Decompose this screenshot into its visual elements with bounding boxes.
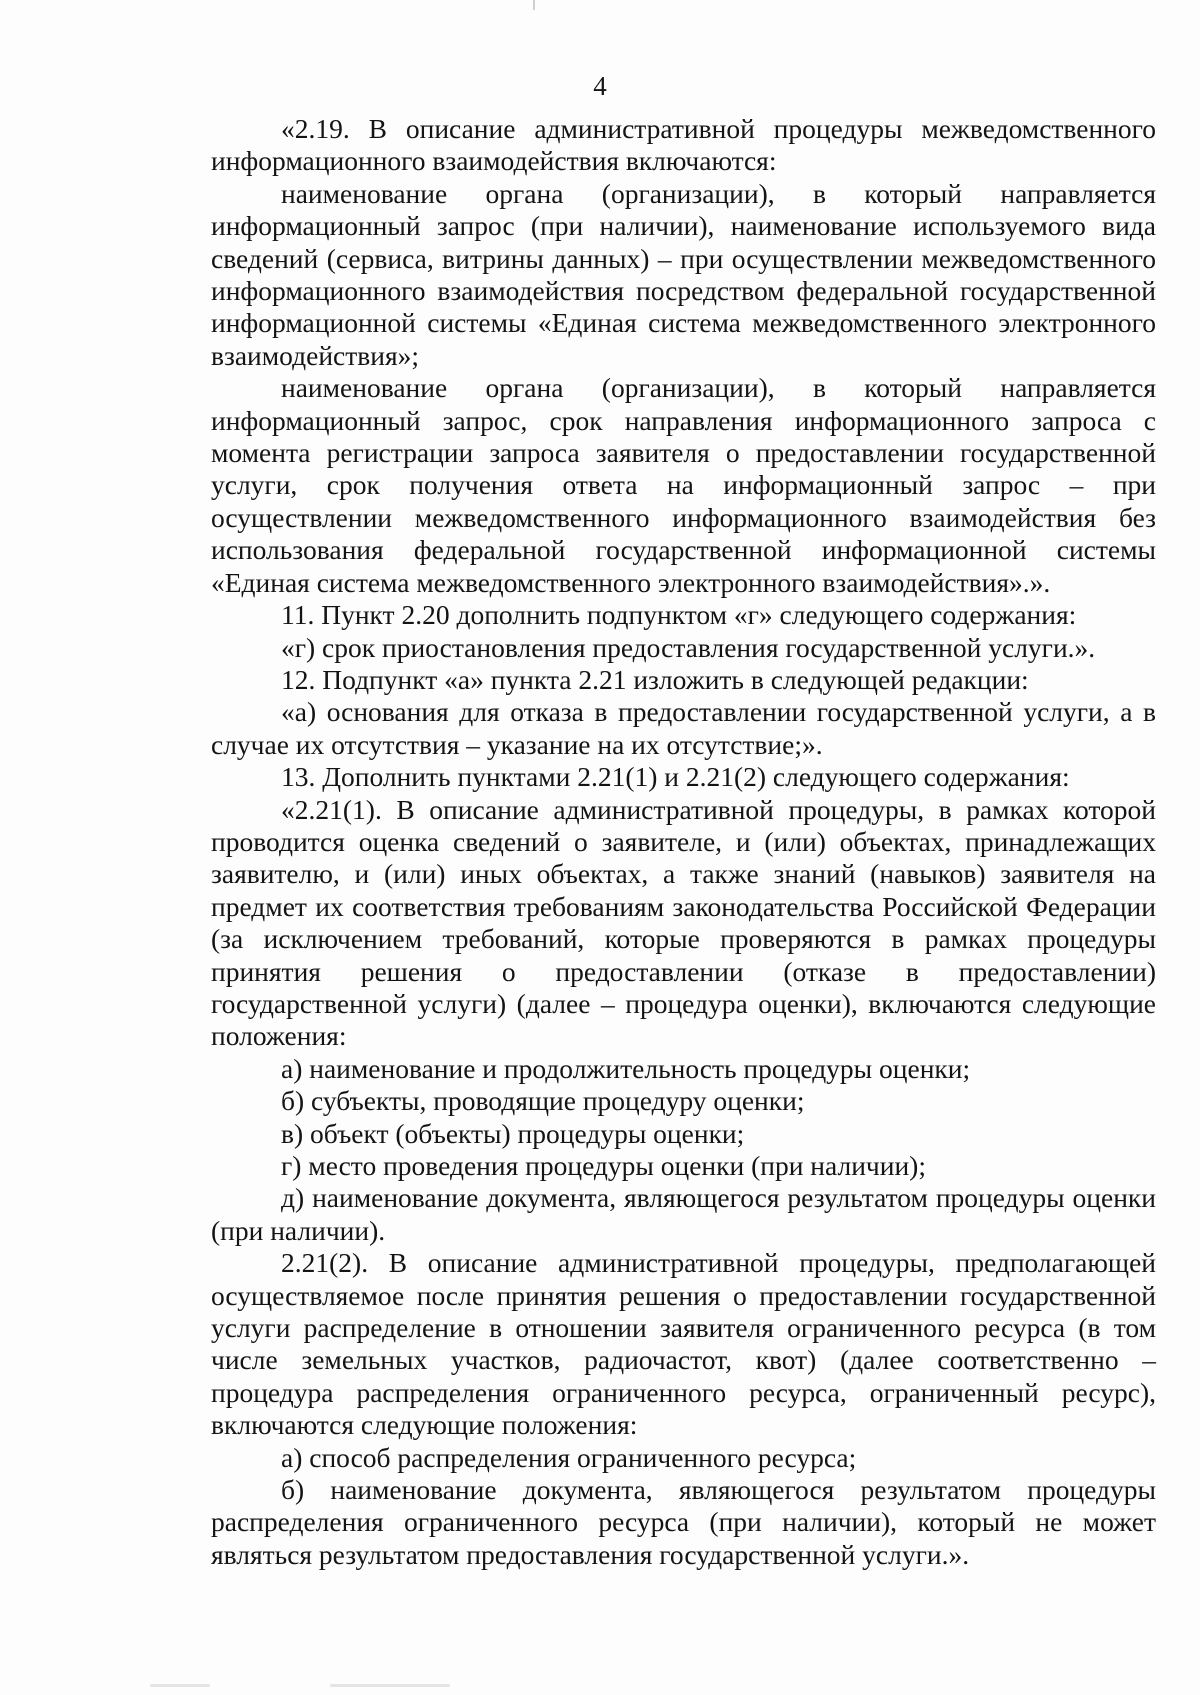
paragraph-item-12-text: «а) основания для отказа в предоставлении государственной услуги, а в случае их отсутствия – указание на их отсутствие;». [211, 696, 1156, 760]
paragraph-item-12: 12. Подпункт «а» пункта 2.21 изложить в следующей редакции: [281, 663, 1029, 695]
paragraph-2-21-2: 2.21(2). В описание административной процедуры, предполагающей осуществляемое после принятия решения о предоставлении государственной услуги распределение в отношении заявителя ограниченного ресурса (в том числе земельных участков, радиочастот, квот) (далее соответственно – процедура распределения ограниченного ресурса, ограниченный ресурс), включаются следующие положения: [211, 1247, 1156, 1441]
paragraph-2-21-2-a: а) способ распределения ограниченного ресурса; [281, 1441, 857, 1473]
paragraph-2-21-1-b: б) субъекты, проводящие процедуру оценки; [281, 1085, 805, 1117]
paragraph-item-13: 13. Дополнить пунктами 2.21(1) и 2.21(2) следующего содержания: [281, 761, 1070, 793]
paragraph-2-21-1-d: г) место проведения процедуры оценки (при наличии); [281, 1150, 926, 1181]
paragraph-2-19-item-2: наименование органа (организации), в который направляется информационный запрос, срок направления информационного запроса с момента регистрации запроса заявителя о предоставлении государственной услуги, срок получения ответа на информационный запрос – при осуществлении межведомственного информационного взаимодействия без использования федеральной государственной информационной системы «Единая система межведомственного электронного взаимодействия».». [211, 372, 1156, 598]
scan-artifact-bottom-1 [150, 1684, 210, 1687]
paragraph-2-21-1-e: д) наименование документа, являющегося результатом процедуры оценки (при наличии). [211, 1182, 1156, 1246]
paragraph-2-19-item-1: наименование органа (организации), в который направляется информационный запрос (при наличии), наименование используемого вида сведений (сервиса, витрины данных) – при осуществлении межведомственного информационного взаимодействия посредством федеральной государственной информационной системы «Единая система межведомственного электронного взаимодействия»; [211, 177, 1156, 371]
document-body [211, 113, 1156, 1571]
paragraph-2-19-intro: «2.19. В описание административной процедуры межведомственного информационного взаимодействия включаются: [211, 113, 1156, 177]
paragraph-2-21-1: «2.21(1). В описание административной процедуры, в рамках которой проводится оценка сведений о заявителе, и (или) объектах, принадлежащих заявителю, и (или) иных объектах, а также знаний (навыков) заявителя на предмет их соответствия требованиям законодательства Российской Федерации (за исключением требований, которые проверяются в рамках процедуры принятия решения о предоставлении (отказе в предоставлении) государственной услуги) (далее – процедура оценки), включаются следующие положения: [211, 793, 1156, 1052]
scan-artifact-top [533, 0, 535, 10]
paragraph-2-21-1-a: а) наименование и продолжительность процедуры оценки; [281, 1052, 971, 1084]
scan-artifact-bottom-2 [330, 1684, 450, 1687]
paragraph-2-21-1-c: в) объект (объекты) процедуры оценки; [281, 1117, 745, 1149]
paragraph-item-11: 11. Пункт 2.20 дополнить подпунктом «г» следующего содержания: [281, 599, 1077, 631]
page-number: 4 [593, 71, 607, 101]
paragraph-item-11-text: «г) срок приостановления предоставления государственной услуги.». [281, 631, 1096, 663]
paragraph-2-21-2-b: б) наименование документа, являющегося результатом процедуры распределения ограниченного ресурса (при наличии), который не может являться результатом предоставления государственной услуги.». [211, 1474, 1156, 1570]
